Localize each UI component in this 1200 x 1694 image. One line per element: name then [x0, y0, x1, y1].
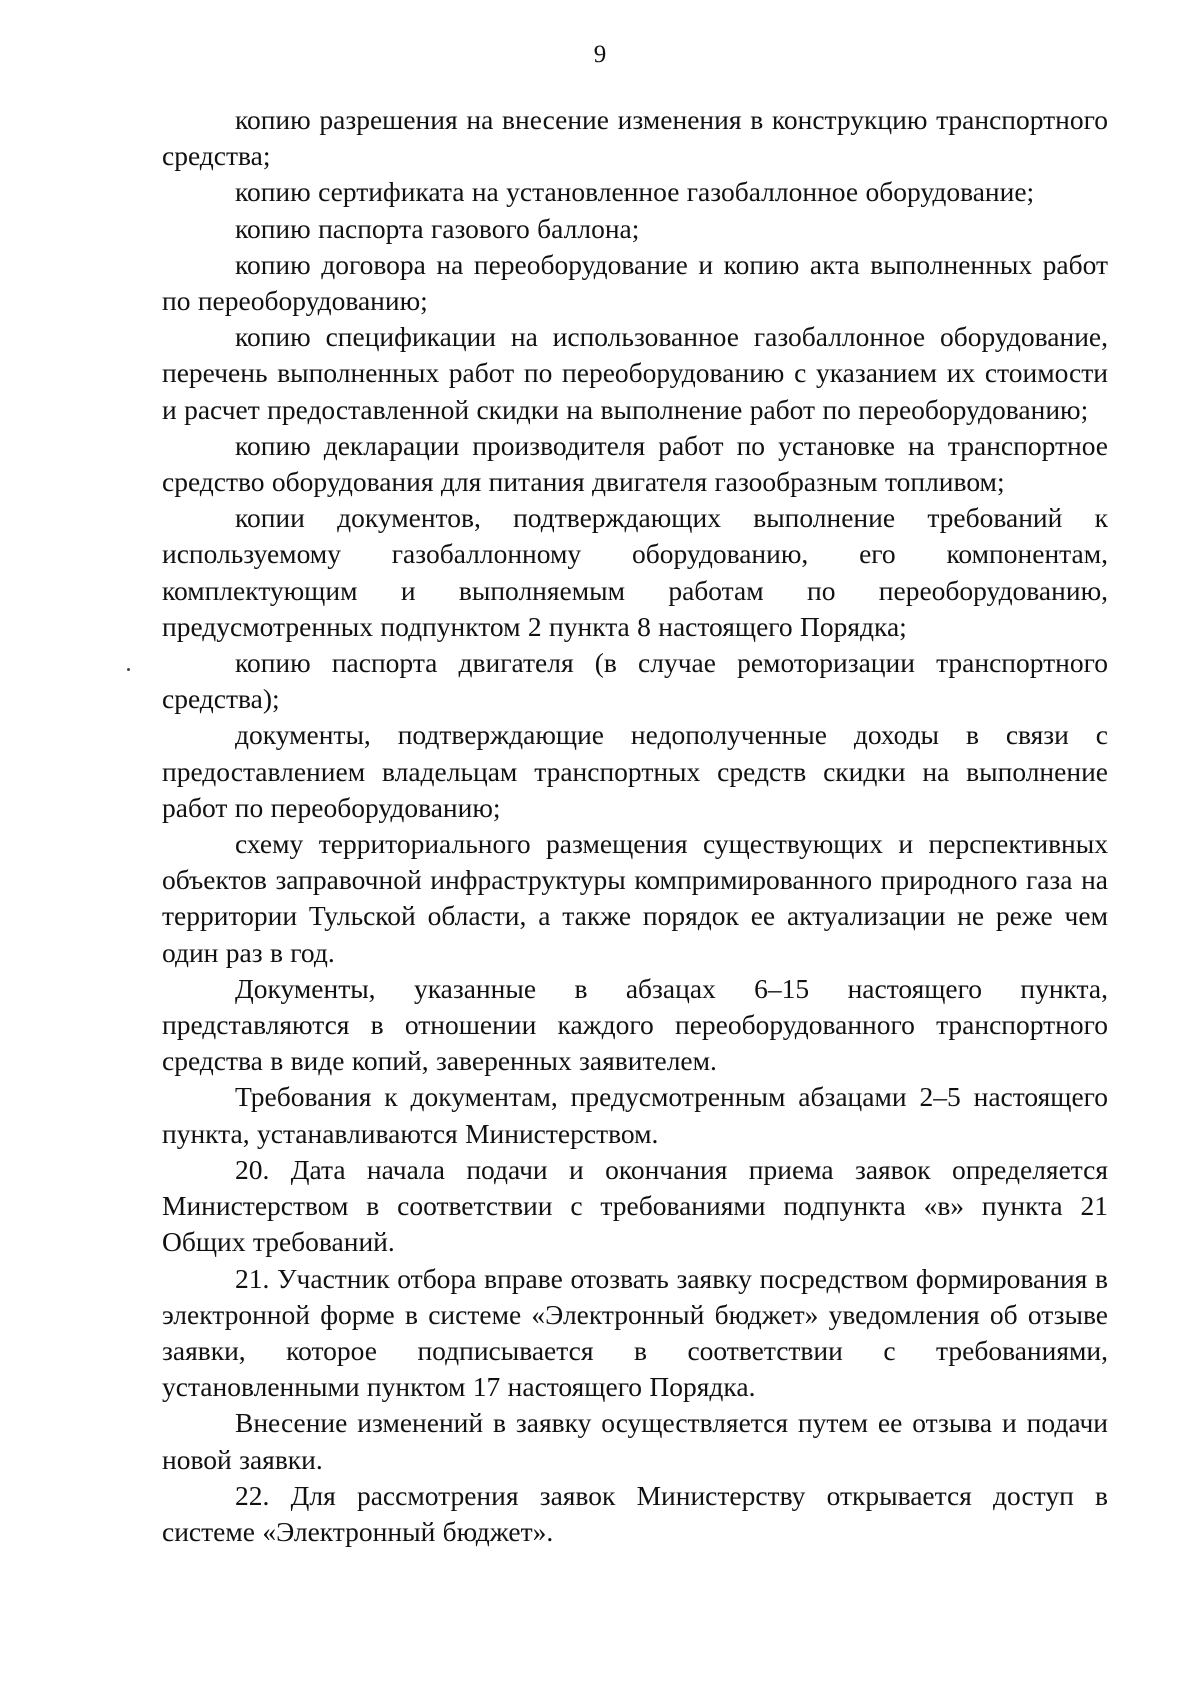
- paragraph-item-22: 22. Для рассмотрения заявок Министерству открывается доступ в системе «Электронный бюджет».: [162, 1479, 1108, 1547]
- paragraph-application-changes: Внесение изменений в заявку осуществляется путем ее отзыва и подачи новой заявки.: [162, 1407, 1108, 1475]
- paragraph-certificate-copy: копию сертификата на установленное газобаллонное оборудование;: [235, 176, 1035, 208]
- paragraph-permit-copy: копию разрешения на внесение изменения в конструкцию транспортного средства;: [162, 104, 1108, 172]
- paragraph-item-20: 20. Дата начала подачи и окончания приема заявок определяется Министерством в соответствии с требованиями подпункта «в» пункта 21 Общих требований.: [162, 1153, 1108, 1258]
- paragraph-item-21: 21. Участник отбора вправе отозвать заявку посредством формирования в электронной форме в системе «Электронный бюджет» уведомления об отзыве заявки, которое подписывается в соответствии с требованиями, установленными пунктом 17 настоящего Порядка.: [162, 1262, 1108, 1403]
- paragraph-cylinder-passport: копию паспорта газового баллона;: [235, 212, 640, 244]
- paragraph-document-requirements: Требования к документам, предусмотренным абзацами 2–5 настоящего пункта, устанавливаются Министерством.: [162, 1081, 1108, 1149]
- document-body: [162, 102, 1108, 1550]
- page-number: 9: [593, 41, 607, 68]
- paragraph-lost-income-documents: документы, подтверждающие недополученные доходы в связи с предоставлением владельцам транспортных средств скидки на выполнение работ по переоборудованию;: [162, 719, 1108, 823]
- paragraph-copies-requirement: Документы, указанные в абзацах 6–15 настоящего пункта, представляются в отношении каждого переоборудованного транспортного средства в виде копий, заверенных заявителем.: [162, 972, 1108, 1077]
- paragraph-infrastructure-scheme: схему территориального размещения существующих и перспективных объектов заправочной инфраструктуры компримированного природного газа на территории Тульской области, а также порядок ее актуализации не реже чем один раз в год.: [162, 828, 1108, 968]
- paragraph-specification-copy: копию спецификации на использованное газобаллонное оборудование, перечень выполненных работ по переоборудованию с указанием их стоимости и расчет предоставленной скидки на выполнение работ по переоборудованию;: [162, 321, 1108, 425]
- paragraph-contract-copy: копию договора на переоборудование и копию акта выполненных работ по переоборудованию;: [162, 248, 1108, 317]
- paragraph-declaration-copy: копию декларации производителя работ по установке на транспортное средство оборудования для питания двигателя газообразным топливом;: [162, 429, 1108, 498]
- paragraph-compliance-documents: копии документов, подтверждающих выполнение требований к используемому газобаллонному оборудованию, его компонентам, комплектующим и выполняемым работам по переоборудованию, предусмотренных подпунктом 2 пункта 8 настоящего Порядка;: [162, 502, 1108, 642]
- paragraph-engine-passport: копию паспорта двигателя (в случае ремоторизации транспортного средства);: [162, 647, 1108, 715]
- scan-artifact-dot: [127, 668, 130, 671]
